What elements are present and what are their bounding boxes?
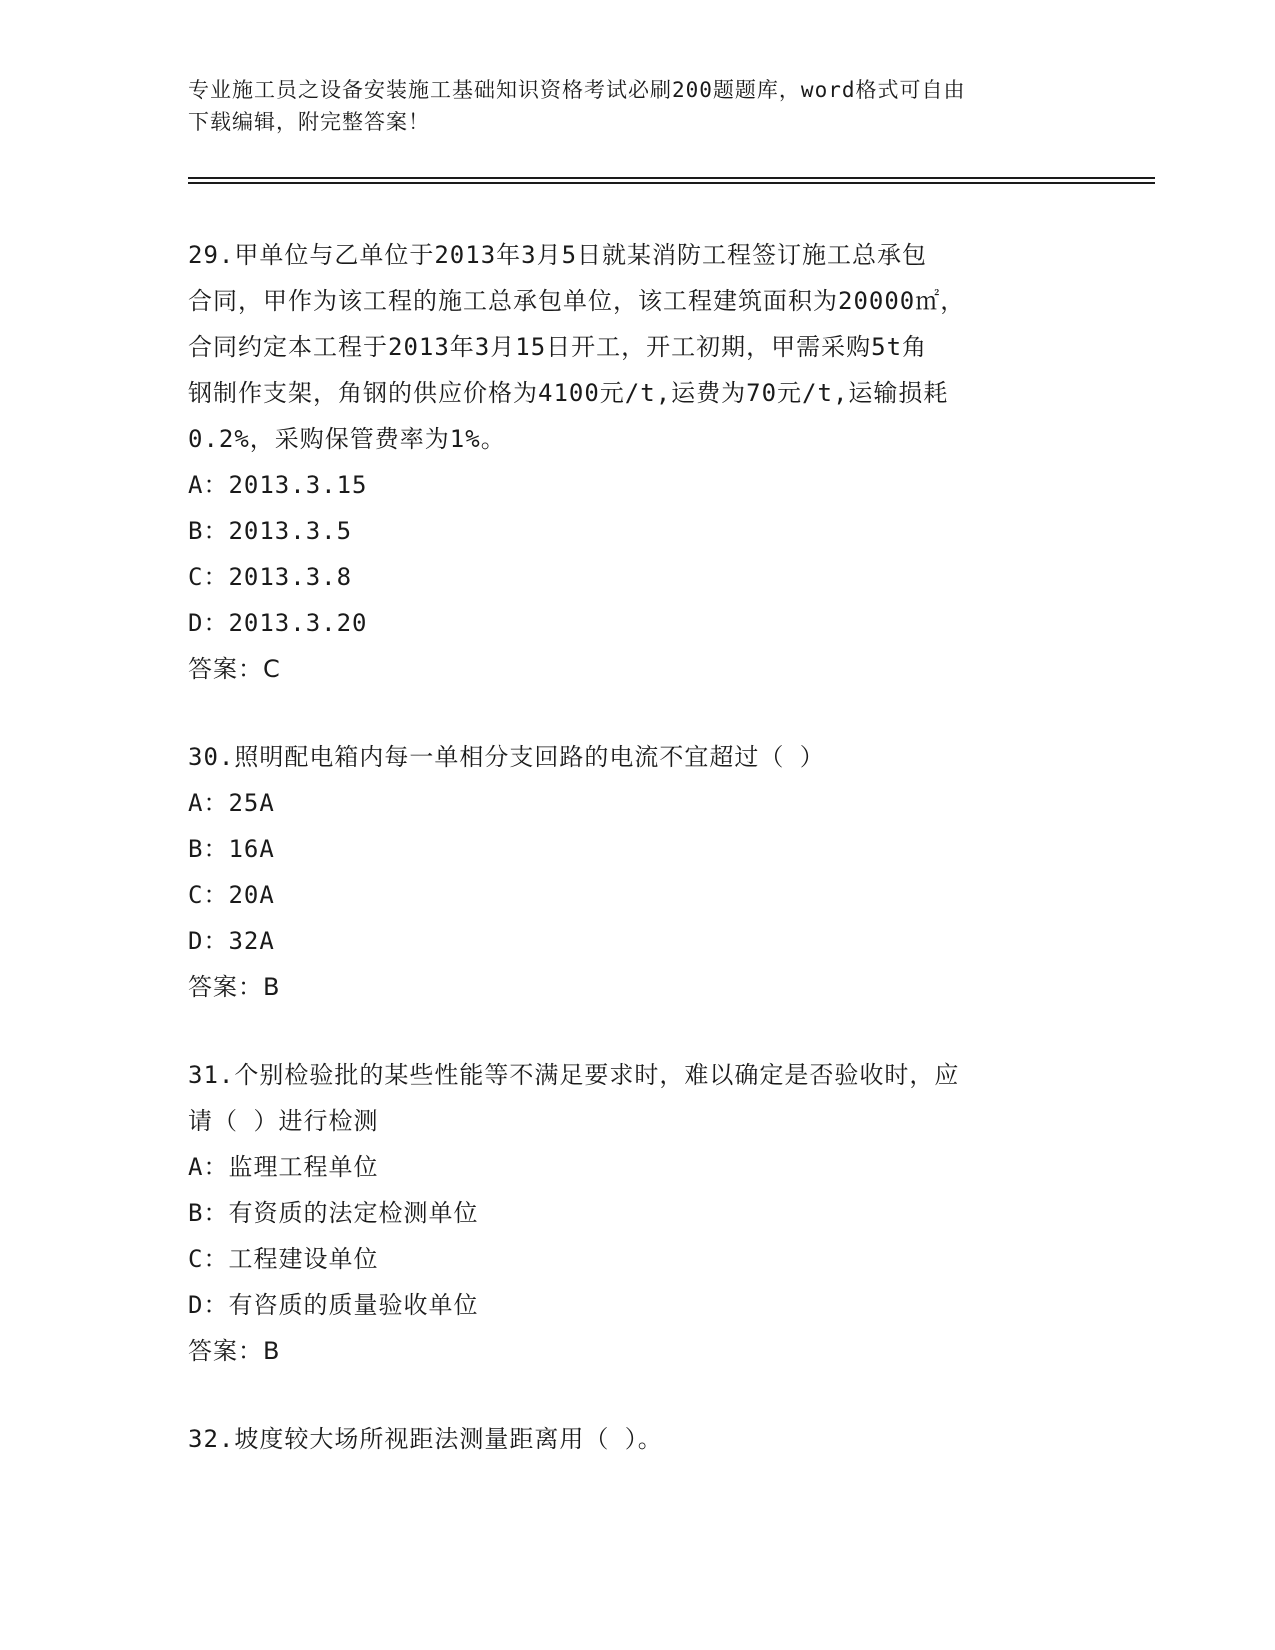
question-stem-line: 32.坡度较大场所视距法测量距离用（ ）。	[188, 1425, 663, 1453]
option-text: 2013.3.20	[228, 609, 368, 637]
question-stem-line: 钢制作支架，角钢的供应价格为4100元/t,运费为70元/t,运输损耗	[188, 379, 949, 407]
option-key: D：	[188, 1291, 229, 1319]
question-stem-line: 0.2%，采购保管费率为1%。	[188, 425, 506, 453]
option-text: 有咨质的质量验收单位	[228, 1291, 479, 1319]
question-stem-line: 31.个别检验批的某些性能等不满足要求时，难以确定是否验收时，应	[188, 1061, 960, 1089]
question-29	[188, 232, 1088, 692]
answer-line: 答案：C	[188, 655, 281, 683]
option-text: 16A	[228, 835, 275, 863]
option-text: 2013.3.8	[228, 563, 353, 591]
option-key: A：	[188, 471, 229, 499]
option-text: 有资质的法定检测单位	[228, 1199, 479, 1227]
question-list	[188, 232, 1088, 1504]
option-key: A：	[188, 1153, 229, 1181]
option-key: B：	[188, 835, 229, 863]
question-stem-line: 合同，甲作为该工程的施工总承包单位，该工程建筑面积为20000㎡，	[188, 287, 966, 315]
option-key: C：	[188, 563, 229, 591]
header-divider	[188, 182, 1155, 184]
question-stem-line: 合同约定本工程于2013年3月15日开工，开工初期，甲需采购5t角	[188, 333, 928, 361]
option-key: D：	[188, 927, 229, 955]
option-text: 2013.3.5	[228, 517, 353, 545]
question-31	[188, 1052, 1088, 1374]
option-c	[188, 872, 1088, 918]
option-key: B：	[188, 517, 229, 545]
option-d	[188, 918, 1088, 964]
question-30	[188, 734, 1088, 1010]
header-divider	[188, 177, 1155, 179]
option-key: A：	[188, 789, 229, 817]
option-a	[188, 1144, 1088, 1190]
answer-line: 答案：B	[188, 973, 281, 1001]
option-d	[188, 600, 1088, 646]
option-a	[188, 462, 1088, 508]
option-text: 20A	[228, 881, 275, 909]
option-key: C：	[188, 1245, 229, 1273]
header-line: 专业施工员之设备安装施工基础知识资格考试必刷200题题库，word格式可自由	[188, 78, 966, 102]
option-key: C：	[188, 881, 229, 909]
option-text: 2013.3.15	[228, 471, 368, 499]
option-d	[188, 1282, 1088, 1328]
header-line: 下载编辑，附完整答案！	[188, 110, 430, 134]
option-b	[188, 826, 1088, 872]
option-key: B：	[188, 1199, 229, 1227]
option-key: D：	[188, 609, 229, 637]
question-stem-line: 29.甲单位与乙单位于2013年3月5日就某消防工程签订施工总承包	[188, 241, 928, 269]
option-c	[188, 554, 1088, 600]
document-header	[188, 74, 1088, 138]
option-b	[188, 508, 1088, 554]
option-text: 监理工程单位	[228, 1153, 379, 1181]
option-a	[188, 780, 1088, 826]
option-text: 工程建设单位	[228, 1245, 379, 1273]
question-stem-line: 30.照明配电箱内每一单相分支回路的电流不宜超过（ ）	[188, 743, 825, 771]
option-c	[188, 1236, 1088, 1282]
option-b	[188, 1190, 1088, 1236]
question-stem-line: 请（ ）进行检测	[188, 1107, 379, 1135]
option-text: 25A	[228, 789, 275, 817]
option-text: 32A	[228, 927, 275, 955]
answer-line: 答案：B	[188, 1337, 281, 1365]
question-32	[188, 1416, 1088, 1462]
